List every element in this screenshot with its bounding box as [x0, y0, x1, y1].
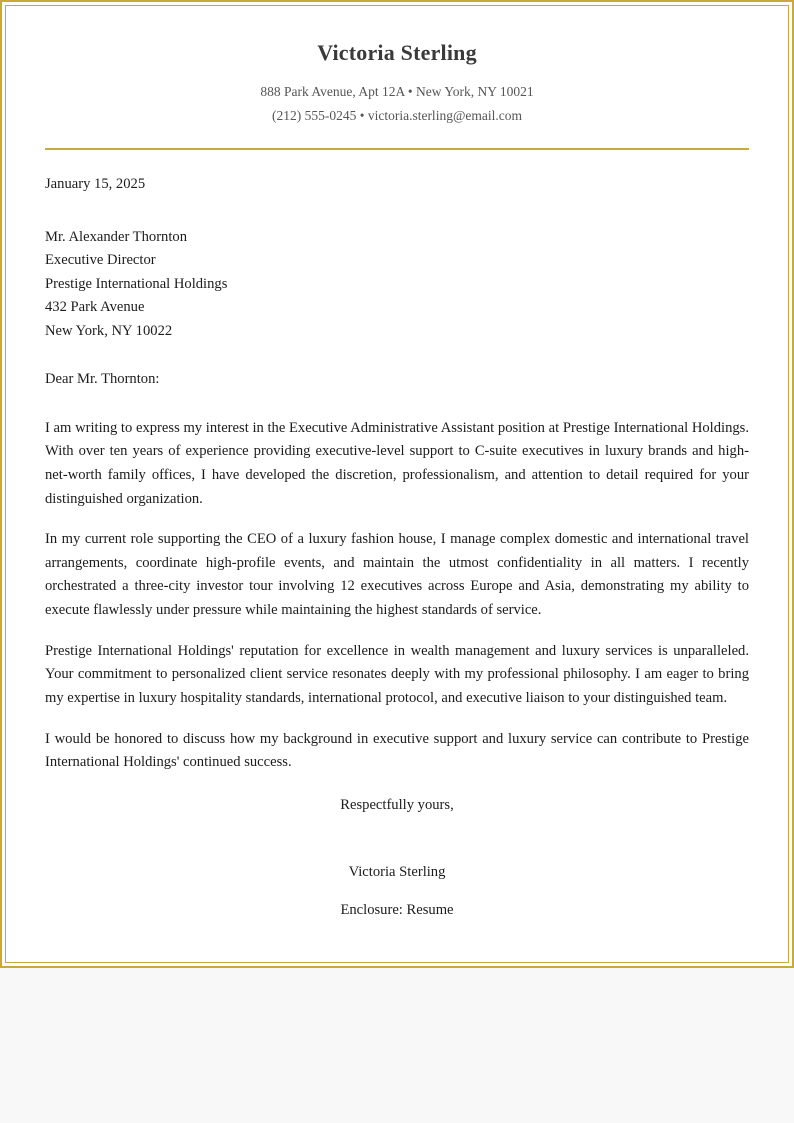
letterhead [45, 6, 749, 150]
contact-phone-email-line: (212) 555-0245 • victoria.sterling@email.com [272, 108, 522, 124]
signature-name: Victoria Sterling [348, 864, 446, 881]
recipient-name: Mr. Alexander Thornton [45, 228, 187, 245]
body-paragraph-2: In my current role supporting the CEO of a luxury fashion house, I manage complex domestic and international travel arrangements, coordinate high-profile events, and maintain the utmost confidentiality in all matters. I recently orchestrated a three-city investor tour involving 12 executives across Europe and Asia, demonstrating my ability to execute flawlessly under pressure while maintaining the highest standards of service. [45, 531, 749, 619]
document-body [5, 5, 789, 963]
page-background-filler [0, 968, 794, 1123]
body-paragraph-4: I would be honored to discuss how my background in executive support and luxury service can contribute to Prestige International Holdings' continued success. [45, 730, 749, 771]
closing-block [45, 794, 749, 922]
salutation: Dear Mr. Thornton: [45, 370, 160, 387]
enclosure-line: Enclosure: Resume [340, 901, 454, 918]
recipient-title: Executive Director [45, 252, 156, 269]
recipient-street: 432 Park Avenue [45, 299, 145, 316]
page-title: Victoria Sterling [317, 40, 477, 65]
recipient-address-block [45, 226, 749, 344]
closing-salutation: Respectfully yours, [340, 796, 454, 813]
body-paragraph-3: Prestige International Holdings' reputation for excellence in wealth management and luxury services is unparalleled. Your commitment to personalized client service resonates deeply with my professional philosophy. I am eager to bring my expertise in luxury hospitality standards, international protocol, and executive liaison to your distinguished team. [45, 642, 749, 707]
recipient-company: Prestige International Holdings [45, 275, 228, 292]
recipient-city-state-zip: New York, NY 10022 [45, 323, 173, 340]
letter-content [45, 150, 749, 922]
contact-address-line: 888 Park Avenue, Apt 12A • New York, NY 10021 [260, 84, 534, 100]
letter-date: January 15, 2025 [45, 175, 146, 192]
body-paragraph-1: I am writing to express my interest in the Executive Administrative Assistant position at Prestige International Holdings. With over ten years of experience providing executive-level support to C-suite executives in luxury brands and high-net-worth family offices, I have developed the discretion, professionalism, and attention to detail required for your distinguished organization. [45, 419, 749, 507]
